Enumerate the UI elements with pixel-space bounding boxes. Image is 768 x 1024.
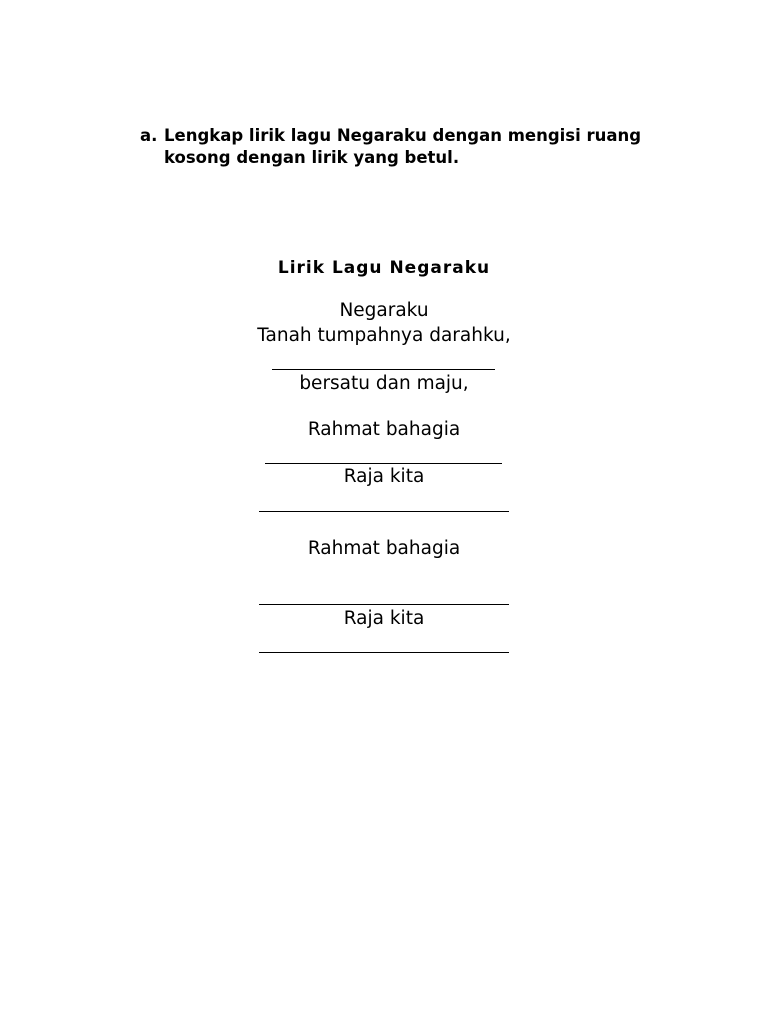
blank-line-1[interactable] <box>272 369 495 370</box>
instruction-text: Lengkap lirik lagu Negaraku dengan mengisi ruang kosong dengan lirik yang betul. <box>164 126 642 167</box>
instruction <box>140 125 660 169</box>
blank-line-2[interactable] <box>265 463 502 464</box>
lyric-line-negaraku: Negaraku <box>339 300 429 321</box>
lyric-line-tanah-tumpahnya: Tanah tumpahnya darahku, <box>257 325 511 346</box>
lyric-line-rahmat-bahagia-1: Rahmat bahagia <box>307 419 461 440</box>
lyric-line-raja-kita-1: Raja kita <box>343 466 425 487</box>
lyric-line-raja-kita-2: Raja kita <box>343 608 425 629</box>
blank-line-3[interactable] <box>259 511 509 512</box>
lyric-line-rahmat-bahagia-2: Rahmat bahagia <box>307 538 461 559</box>
blank-line-5[interactable] <box>259 652 509 653</box>
blank-line-4[interactable] <box>259 604 509 605</box>
lyric-line-bersatu: bersatu dan maju, <box>299 373 469 394</box>
list-marker: a. <box>140 126 158 145</box>
lyrics-title: Lirik Lagu Negaraku <box>277 258 491 278</box>
